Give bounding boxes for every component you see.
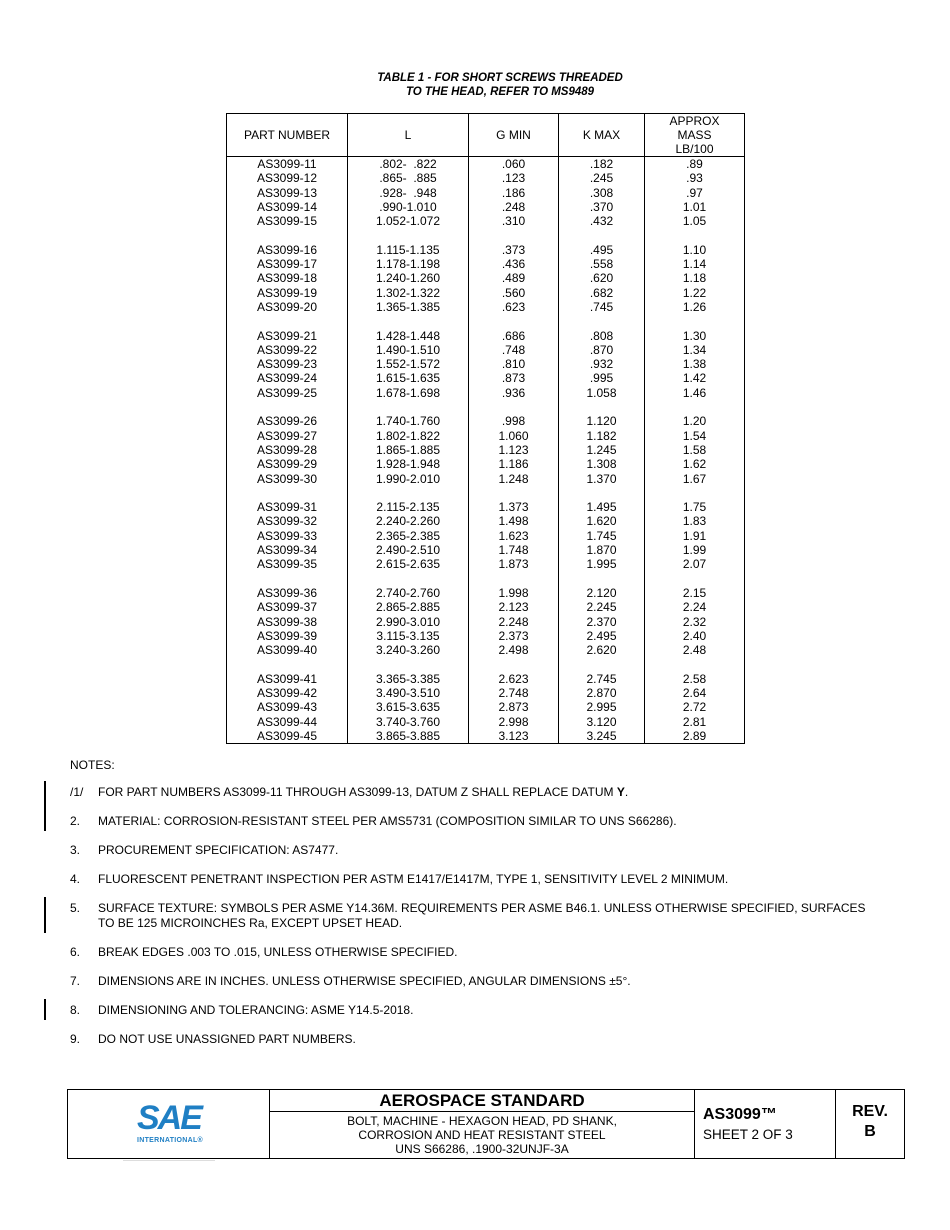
header-g-min: G MIN (469, 114, 559, 157)
cell-g-min: .936 (469, 386, 559, 400)
cell-k-max: .870 (559, 343, 645, 357)
cell-mass: 2.15 (645, 586, 745, 600)
cell-mass: 1.67 (645, 472, 745, 486)
cell-g-min: .560 (469, 286, 559, 300)
cell-k-max: 2.370 (559, 615, 645, 629)
cell-l: 3.490-3.510 (348, 686, 469, 700)
cell-mass: 1.99 (645, 543, 745, 557)
cell-part-number: AS3099-39 (227, 629, 348, 643)
cell-l: 1.865-1.885 (348, 443, 469, 457)
cell-mass: 1.26 (645, 300, 745, 314)
note-text: SURFACE TEXTURE: SYMBOLS PER ASME Y14.36M. REQUIREMENTS PER ASME B46.1. UNLESS OTHERWISE SPECIFIED, SURFACES TO BE 125 MICROINCHES Ra, EXCEPT UPSET HEAD. (98, 901, 866, 930)
cell-part-number: AS3099-36 (227, 586, 348, 600)
cell-l: 2.865-2.885 (348, 600, 469, 614)
table-row (227, 557, 745, 571)
cell-g-min: 3.123 (469, 729, 559, 744)
cell-l: 1.678-1.698 (348, 386, 469, 400)
cell-k-max: 1.370 (559, 472, 645, 486)
sae-logo (123, 1100, 215, 1161)
cell-g-min: 1.373 (469, 500, 559, 514)
cell-g-min: .123 (469, 171, 559, 185)
table-row (227, 600, 745, 614)
note-item (70, 945, 870, 960)
note-item (70, 974, 870, 989)
table-row (227, 357, 745, 371)
note-number: 3. (70, 843, 81, 857)
cell-k-max: 2.120 (559, 586, 645, 600)
cell-l: 3.240-3.260 (348, 643, 469, 657)
cell-part-number: AS3099-18 (227, 271, 348, 285)
cell-l: 1.052-1.072 (348, 214, 469, 228)
table-row (227, 672, 745, 686)
table-row (227, 271, 745, 285)
cell-mass: 1.62 (645, 457, 745, 471)
note-item (70, 1003, 870, 1018)
notes-section (70, 758, 870, 1061)
cell-k-max: .808 (559, 329, 645, 343)
cell-g-min: .373 (469, 243, 559, 257)
note-text: DO NOT USE UNASSIGNED PART NUMBERS. (98, 1032, 356, 1046)
cell-l: 2.740-2.760 (348, 586, 469, 600)
cell-g-min: .748 (469, 343, 559, 357)
note-number: 8. (70, 1003, 81, 1017)
cell-k-max: 1.745 (559, 529, 645, 543)
doc-number-cell (695, 1090, 836, 1158)
cell-k-max: 2.995 (559, 700, 645, 714)
cell-part-number: AS3099-31 (227, 500, 348, 514)
notes-heading: NOTES: (70, 758, 115, 772)
cell-k-max: 2.745 (559, 672, 645, 686)
header-approx-mass (645, 114, 745, 157)
cell-part-number: AS3099-24 (227, 371, 348, 385)
table-row (227, 629, 745, 643)
cell-g-min: 1.123 (469, 443, 559, 457)
table-row (227, 386, 745, 400)
cell-k-max: .558 (559, 257, 645, 271)
desc-line-2: CORROSION AND HEAT RESISTANT STEEL (358, 1128, 606, 1142)
note-number: 9. (70, 1032, 81, 1046)
revision-bar (44, 999, 46, 1020)
cell-mass: 1.42 (645, 371, 745, 385)
cell-mass: 2.40 (645, 629, 745, 643)
cell-part-number: AS3099-23 (227, 357, 348, 371)
cell-k-max: .682 (559, 286, 645, 300)
cell-mass: .97 (645, 186, 745, 200)
note-text: FOR PART NUMBERS AS3099-11 THROUGH AS3099-13, DATUM Z SHALL REPLACE DATUM Y. (98, 785, 629, 799)
note-number: 4. (70, 872, 81, 886)
note-item (70, 843, 870, 858)
cell-l: 1.990-2.010 (348, 472, 469, 486)
cell-g-min: 1.186 (469, 457, 559, 471)
cell-g-min: .998 (469, 414, 559, 428)
cell-l: 1.178-1.198 (348, 257, 469, 271)
cell-g-min: .248 (469, 200, 559, 214)
cell-l: 2.615-2.635 (348, 557, 469, 571)
cell-mass: 1.01 (645, 200, 745, 214)
cell-k-max: 1.058 (559, 386, 645, 400)
cell-part-number: AS3099-11 (227, 157, 348, 172)
cell-g-min: 1.248 (469, 472, 559, 486)
cell-mass: 1.22 (645, 286, 745, 300)
table-spacer-row (227, 314, 745, 328)
cell-k-max: 2.620 (559, 643, 645, 657)
note-text: BREAK EDGES .003 TO .015, UNLESS OTHERWISE SPECIFIED. (98, 945, 458, 959)
cell-l: 3.615-3.635 (348, 700, 469, 714)
note-item (70, 1032, 870, 1047)
cell-mass: 2.81 (645, 715, 745, 729)
table-row (227, 615, 745, 629)
table-row (227, 414, 745, 428)
revision (836, 1090, 904, 1142)
cell-g-min: 2.123 (469, 600, 559, 614)
cell-part-number: AS3099-29 (227, 457, 348, 471)
cell-part-number: AS3099-21 (227, 329, 348, 343)
table-spacer-row (227, 657, 745, 671)
cell-k-max: .370 (559, 200, 645, 214)
cell-mass: 1.20 (645, 414, 745, 428)
table-title (0, 71, 950, 99)
note-number: 7. (70, 974, 81, 988)
table-row (227, 457, 745, 471)
cell-l: .990-1.010 (348, 200, 469, 214)
desc-line-1: BOLT, MACHINE - HEXAGON HEAD, PD SHANK, (347, 1114, 617, 1128)
cell-k-max: 1.182 (559, 429, 645, 443)
cell-k-max: 1.120 (559, 414, 645, 428)
cell-part-number: AS3099-15 (227, 214, 348, 228)
cell-l: 1.802-1.822 (348, 429, 469, 443)
cell-mass: 2.32 (645, 615, 745, 629)
cell-mass: 1.75 (645, 500, 745, 514)
header-mass-line: MASS (677, 128, 712, 142)
cell-g-min: 2.373 (469, 629, 559, 643)
note-text: DIMENSIONING AND TOLERANCING: ASME Y14.5-2018. (98, 1003, 414, 1017)
cell-l: 1.490-1.510 (348, 343, 469, 357)
standard-description (270, 1112, 694, 1156)
note-number: 5. (70, 901, 81, 915)
cell-g-min: .873 (469, 371, 559, 385)
cell-mass: 2.89 (645, 729, 745, 744)
cell-g-min: 2.498 (469, 643, 559, 657)
cell-l: 1.240-1.260 (348, 271, 469, 285)
cell-k-max: 1.245 (559, 443, 645, 457)
table-row (227, 200, 745, 214)
table-row (227, 643, 745, 657)
header-k-max: K MAX (559, 114, 645, 157)
revision-bar (44, 810, 46, 831)
header-l: L (348, 114, 469, 157)
cell-g-min: .686 (469, 329, 559, 343)
sae-logo-mark: SAE (137, 1099, 201, 1137)
table-row (227, 586, 745, 600)
table-row (227, 171, 745, 185)
revision-cell (836, 1090, 904, 1158)
cell-part-number: AS3099-27 (227, 429, 348, 443)
sheet-number: SHEET 2 OF 3 (703, 1127, 793, 1142)
cell-g-min: 2.248 (469, 615, 559, 629)
cell-k-max: 2.245 (559, 600, 645, 614)
cell-part-number: AS3099-40 (227, 643, 348, 657)
cell-l: .802- .822 (348, 157, 469, 172)
cell-g-min: 1.873 (469, 557, 559, 571)
cell-part-number: AS3099-32 (227, 514, 348, 528)
cell-mass: 1.05 (645, 214, 745, 228)
standard-cell (270, 1090, 695, 1158)
cell-g-min: 1.498 (469, 514, 559, 528)
cell-part-number: AS3099-30 (227, 472, 348, 486)
cell-l: 1.615-1.635 (348, 371, 469, 385)
revision-value: B (864, 1123, 876, 1140)
cell-k-max: .432 (559, 214, 645, 228)
cell-l: 2.490-2.510 (348, 543, 469, 557)
cell-k-max: 1.995 (559, 557, 645, 571)
cell-mass: 1.10 (645, 243, 745, 257)
cell-part-number: AS3099-42 (227, 686, 348, 700)
cell-k-max: 1.620 (559, 514, 645, 528)
table-row (227, 157, 745, 172)
cell-g-min: 2.998 (469, 715, 559, 729)
cell-k-max: .495 (559, 243, 645, 257)
cell-l: 3.740-3.760 (348, 715, 469, 729)
cell-l: 1.365-1.385 (348, 300, 469, 314)
cell-k-max: 2.495 (559, 629, 645, 643)
title-block (67, 1089, 905, 1159)
cell-mass: 2.64 (645, 686, 745, 700)
cell-g-min: 1.623 (469, 529, 559, 543)
parts-table (226, 113, 745, 744)
table-row (227, 300, 745, 314)
cell-part-number: AS3099-28 (227, 443, 348, 457)
doc-number: AS3099™ (703, 1106, 777, 1123)
note-item (70, 901, 870, 931)
table-row (227, 429, 745, 443)
cell-mass: 2.48 (645, 643, 745, 657)
cell-k-max: .620 (559, 271, 645, 285)
table-row (227, 514, 745, 528)
table-row (227, 500, 745, 514)
cell-l: 3.115-3.135 (348, 629, 469, 643)
header-mass-line: APPROX (669, 114, 720, 128)
cell-l: 3.365-3.385 (348, 672, 469, 686)
cell-mass: 1.34 (645, 343, 745, 357)
table-spacer-row (227, 572, 745, 586)
cell-k-max: .308 (559, 186, 645, 200)
cell-part-number: AS3099-44 (227, 715, 348, 729)
table-row (227, 715, 745, 729)
cell-g-min: 2.748 (469, 686, 559, 700)
table-row (227, 472, 745, 486)
cell-part-number: AS3099-22 (227, 343, 348, 357)
cell-part-number: AS3099-34 (227, 543, 348, 557)
sae-logo-subtitle: INTERNATIONAL® (137, 1137, 204, 1144)
table-row (227, 343, 745, 357)
cell-k-max: .182 (559, 157, 645, 172)
header-mass-line: LB/100 (675, 142, 714, 156)
table-row (227, 443, 745, 457)
note-text: PROCUREMENT SPECIFICATION: AS7477. (98, 843, 339, 857)
note-item (70, 814, 870, 829)
cell-part-number: AS3099-37 (227, 600, 348, 614)
cell-part-number: AS3099-14 (227, 200, 348, 214)
cell-g-min: .810 (469, 357, 559, 371)
cell-mass: 1.38 (645, 357, 745, 371)
cell-part-number: AS3099-20 (227, 300, 348, 314)
table-row (227, 214, 745, 228)
table-title-line2: TO THE HEAD, REFER TO MS9489 (405, 86, 595, 98)
cell-l: .865- .885 (348, 171, 469, 185)
cell-l: 1.928-1.948 (348, 457, 469, 471)
table-row (227, 686, 745, 700)
cell-l: 3.865-3.885 (348, 729, 469, 744)
table-title-line1: TABLE 1 - FOR SHORT SCREWS THREADED (377, 72, 623, 84)
cell-l: 2.240-2.260 (348, 514, 469, 528)
cell-mass: 2.58 (645, 672, 745, 686)
cell-mass: 1.18 (645, 271, 745, 285)
note-number: 2. (70, 814, 81, 828)
cell-l: 1.552-1.572 (348, 357, 469, 371)
table-spacer-row (227, 400, 745, 414)
cell-k-max: 1.308 (559, 457, 645, 471)
cell-mass: 1.83 (645, 514, 745, 528)
cell-k-max: .995 (559, 371, 645, 385)
cell-l: 1.740-1.760 (348, 414, 469, 428)
cell-g-min: .310 (469, 214, 559, 228)
cell-part-number: AS3099-12 (227, 171, 348, 185)
cell-part-number: AS3099-45 (227, 729, 348, 744)
cell-k-max: 1.495 (559, 500, 645, 514)
cell-part-number: AS3099-13 (227, 186, 348, 200)
cell-k-max: .245 (559, 171, 645, 185)
note-text: DIMENSIONS ARE IN INCHES. UNLESS OTHERWISE SPECIFIED, ANGULAR DIMENSIONS ±5°. (98, 974, 631, 988)
table-row (227, 700, 745, 714)
note-number: 6. (70, 945, 81, 959)
cell-g-min: 2.623 (469, 672, 559, 686)
revision-bar (44, 897, 46, 933)
cell-l: 1.428-1.448 (348, 329, 469, 343)
cell-g-min: 1.748 (469, 543, 559, 557)
table-spacer-row (227, 228, 745, 242)
cell-k-max: 3.245 (559, 729, 645, 744)
table-row (227, 243, 745, 257)
cell-k-max: .745 (559, 300, 645, 314)
logo-cell (68, 1090, 270, 1158)
note-text: MATERIAL: CORROSION-RESISTANT STEEL PER AMS5731 (COMPOSITION SIMILAR TO UNS S66286). (98, 814, 677, 828)
cell-mass: 2.72 (645, 700, 745, 714)
cell-g-min: 1.998 (469, 586, 559, 600)
cell-mass: .93 (645, 171, 745, 185)
cell-part-number: AS3099-41 (227, 672, 348, 686)
cell-l: 1.115-1.135 (348, 243, 469, 257)
cell-part-number: AS3099-16 (227, 243, 348, 257)
cell-l: .928- .948 (348, 186, 469, 200)
note-text: FLUORESCENT PENETRANT INSPECTION PER ASTM E1417/E1417M, TYPE 1, SENSITIVITY LEVEL 2 MINIMUM. (98, 872, 729, 886)
cell-part-number: AS3099-17 (227, 257, 348, 271)
cell-mass: 1.14 (645, 257, 745, 271)
cell-l: 2.365-2.385 (348, 529, 469, 543)
cell-g-min: .186 (469, 186, 559, 200)
cell-mass: 2.24 (645, 600, 745, 614)
table-row (227, 257, 745, 271)
table-body (227, 157, 745, 744)
cell-l: 1.302-1.322 (348, 286, 469, 300)
cell-mass: .89 (645, 157, 745, 172)
cell-part-number: AS3099-38 (227, 615, 348, 629)
revision-label: REV. (852, 1103, 888, 1120)
cell-part-number: AS3099-43 (227, 700, 348, 714)
cell-part-number: AS3099-35 (227, 557, 348, 571)
table-header-row (227, 114, 745, 157)
table-spacer-row (227, 486, 745, 500)
cell-part-number: AS3099-19 (227, 286, 348, 300)
cell-g-min: 2.873 (469, 700, 559, 714)
cell-g-min: .436 (469, 257, 559, 271)
cell-mass: 2.07 (645, 557, 745, 571)
cell-mass: 1.46 (645, 386, 745, 400)
cell-g-min: .060 (469, 157, 559, 172)
note-number: /1/ (70, 785, 84, 799)
table-row (227, 729, 745, 744)
cell-k-max: .932 (559, 357, 645, 371)
cell-l: 2.115-2.135 (348, 500, 469, 514)
note-item (70, 785, 870, 800)
cell-l: 2.990-3.010 (348, 615, 469, 629)
table-row (227, 543, 745, 557)
header-part-number: PART NUMBER (227, 114, 348, 157)
cell-g-min: .489 (469, 271, 559, 285)
cell-g-min: .623 (469, 300, 559, 314)
desc-line-3: UNS S66286, .1900-32UNJF-3A (395, 1142, 569, 1156)
cell-k-max: 3.120 (559, 715, 645, 729)
cell-part-number: AS3099-26 (227, 414, 348, 428)
cell-mass: 1.91 (645, 529, 745, 543)
cell-mass: 1.54 (645, 429, 745, 443)
cell-part-number: AS3099-33 (227, 529, 348, 543)
table-row (227, 529, 745, 543)
notes-list (70, 785, 870, 1047)
table-row (227, 329, 745, 343)
table-row (227, 186, 745, 200)
cell-g-min: 1.060 (469, 429, 559, 443)
table-row (227, 371, 745, 385)
table-row (227, 286, 745, 300)
note-item (70, 872, 870, 887)
cell-mass: 1.30 (645, 329, 745, 343)
cell-k-max: 1.870 (559, 543, 645, 557)
cell-k-max: 2.870 (559, 686, 645, 700)
cell-part-number: AS3099-25 (227, 386, 348, 400)
cell-mass: 1.58 (645, 443, 745, 457)
standard-title: AEROSPACE STANDARD (270, 1090, 694, 1112)
